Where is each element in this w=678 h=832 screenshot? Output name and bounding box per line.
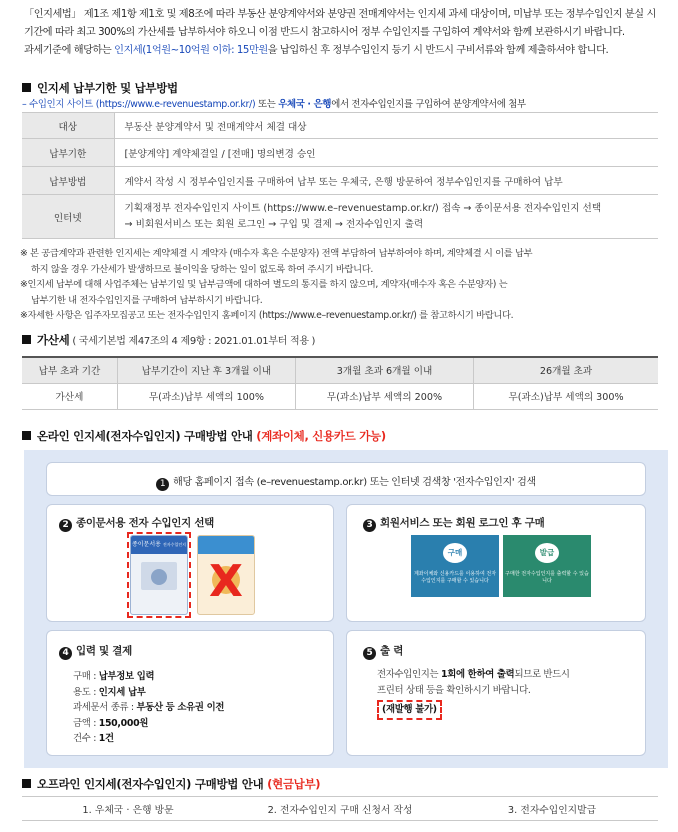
info-row-target <box>22 113 658 139</box>
step-5-card <box>346 630 646 756</box>
step-4-text: 입력 및 결제 <box>76 645 132 657</box>
step-5-title <box>363 643 403 660</box>
offline-step-1: 1. 우체국 · 은행 방문 <box>22 797 234 821</box>
payment-detail-list <box>73 669 224 747</box>
other-stamp-header <box>198 536 254 554</box>
internet-step-line-1: 기획재정부 전자수입인지 사이트 (https://www.e–revenuestamp.or.kr/) 접속 → 종이문서용 전자수입인지 선택 <box>124 202 602 214</box>
detail-amount <box>73 716 224 732</box>
detail-count <box>73 731 224 747</box>
penalty-header-26m: 26개월 초과 <box>474 357 658 383</box>
penalty-row <box>22 383 658 409</box>
offline-step-3: 3. 전자수입인지발급 <box>446 797 658 821</box>
penalty-200: 무(과소)납부 세액의 200% <box>295 383 473 409</box>
step-1-card <box>46 462 646 496</box>
step-5-text: 출 력 <box>380 645 404 657</box>
penalty-100: 무(과소)납부 세액의 100% <box>117 383 295 409</box>
revenue-stamp-link-line <box>22 96 526 110</box>
step-4-card <box>46 630 334 756</box>
no-reissue-warning: (재발행 불가) <box>377 700 442 720</box>
link-connector: 또는 <box>255 99 279 110</box>
detail-purchase-key: 구매 : <box>73 671 99 682</box>
print-line-2: 프린터 상태 등을 확인하시기 바랍니다. <box>377 684 531 696</box>
step-2-card <box>46 504 334 622</box>
info-key-method: 납부방법 <box>22 167 114 195</box>
print-line-1-pre: 전자수입인지는 <box>377 669 441 680</box>
step-4-number-icon: 4 <box>59 647 72 660</box>
step-1-title <box>47 473 645 491</box>
offline-steps-table <box>22 796 658 821</box>
square-bullet-icon <box>22 431 31 440</box>
step-3-number-icon: 3 <box>363 519 376 532</box>
detail-doc-type <box>73 700 224 716</box>
detail-purchase <box>73 669 224 685</box>
print-line-1 <box>377 667 570 683</box>
square-bullet-icon <box>22 83 31 92</box>
section-title-online-text: 온라인 인지세(전자수입인지) 구매방법 안내 <box>37 429 257 443</box>
payment-info-table <box>22 112 658 239</box>
internet-step-line-2: → 비회원서비스 또는 회원 로그인 → 구입 및 결제 → 전자수입인지 출력 <box>124 218 424 230</box>
detail-count-key: 건수 : <box>73 733 99 744</box>
note-1-line-2: 하지 않을 경우 가산세가 발생하므로 불이익을 당하는 일이 없도록 하여 주시기 바랍니다. <box>31 263 373 275</box>
info-row-internet <box>22 195 658 239</box>
intro-highlight: 인지세(1억원~10억원 이하: 15만원 <box>114 45 268 56</box>
info-value-internet <box>114 195 658 239</box>
detail-amount-value: 150,000원 <box>98 717 149 729</box>
intro-line-3-post: 을 납입하신 후 정부수입인지 등기 시 반드시 구비서류와 함께 제출하셔야 합니다. <box>267 45 609 56</box>
issue-tile-text: 구매한 전자수입인지를 출력할 수 있습니다 <box>505 571 589 584</box>
intro-line-3-pre: 과세기준에 해당하는 <box>24 45 115 56</box>
info-row-method <box>22 167 658 195</box>
info-value-deadline: [분양계약] 계약체결일 / [전매] 명의변경 승인 <box>114 139 658 167</box>
section-title-online <box>22 428 386 444</box>
penalty-table <box>22 356 658 410</box>
detail-purchase-value: 납부정보 입력 <box>98 671 155 682</box>
note-1-line-1: ※ 본 공급계약과 관련한 인지세는 계약체결 시 계약자 (매수자 혹은 수분양자) 전액 부담하여 납부하여야 하며, 계약체결 시 이를 납부 <box>20 248 533 259</box>
info-row-deadline <box>22 139 658 167</box>
step-3-card <box>346 504 646 622</box>
online-guide-panel <box>24 450 668 768</box>
note-2-line-1: ※인지세 납부에 대해 사업주체는 납부기일 및 납부금액에 대하여 별도의 통지를 하지 않으며, 계약자(매수자 혹은 수분양자) 는 <box>20 279 508 290</box>
intro-line-2: 기간에 따라 최고 300%의 가산세를 납부하셔야 하오니 이점 반드시 참고하시어 정부 수입인지를 구입하여 계약서와 함께 보관하시기 바랍니다. <box>24 27 625 38</box>
cross-mark-icon: X <box>209 556 243 607</box>
penalty-header-row <box>22 357 658 383</box>
detail-doc-type-key: 과세문서 종류 : <box>73 702 137 713</box>
note-3: ※자세한 사항은 입주자모집공고 또는 전자수입인지 홈페이지 (https://www.e–revenuestamp.or.kr/) 를 참고하시기 바랍니다. <box>20 310 514 321</box>
detail-amount-key: 금액 : <box>73 717 99 729</box>
section-title-payment-text: 인지세 납부기한 및 납부방법 <box>37 81 178 95</box>
note-2-line-2: 납부기한 내 전자수입인지를 구매하여 납부하시기 바랍니다. <box>31 294 263 306</box>
intro-line-3 <box>24 42 664 60</box>
section-title-payment <box>22 80 178 96</box>
selected-highlight-box <box>127 532 191 618</box>
step-1-text: 해당 홈페이지 접속 (e–revenuestamp.or.kr) 또는 인터넷 검색창 '전자수입인지' 검색 <box>173 477 536 488</box>
paper-stamp-label: 종이문서용 <box>131 541 161 548</box>
section-title-offline-text: 오프라인 인지세(전자수입인지) 구매방법 안내 <box>37 777 268 791</box>
revenue-stamp-site-label: – 수입인지 사이트 <box>22 99 94 110</box>
print-once-emphasis: 1회에 한하여 출력 <box>440 669 515 680</box>
step-4-title <box>59 643 132 660</box>
other-stamp-thumbnail <box>197 535 255 615</box>
offline-step-2: 2. 전자수입인지 구매 신청서 작성 <box>234 797 446 821</box>
offline-steps-row <box>22 797 658 821</box>
detail-count-value: 1건 <box>98 733 114 744</box>
section-title-offline <box>22 776 320 792</box>
step-2-text: 종이문서용 전자 수입인지 선택 <box>76 517 215 529</box>
info-value-target: 부동산 분양계약서 및 전매계약서 체결 대상 <box>114 113 658 139</box>
penalty-label: 가산세 <box>22 383 117 409</box>
info-key-deadline: 납부기한 <box>22 139 114 167</box>
detail-purpose <box>73 685 224 701</box>
revenue-stamp-url-link[interactable]: (https://www.e-revenuestamp.or.kr/) <box>93 99 256 110</box>
purchase-badge-icon: 구매 <box>443 543 467 563</box>
purchase-tile-text: 계좌이체와 신용카드를 이용하여 전자수입인지를 구매할 수 있습니다 <box>413 571 497 584</box>
post-office-bank-label: 우체국 · 은행 <box>278 99 332 110</box>
link-suffix: 에서 전자수입인지를 구입하여 분양계약서에 첨부 <box>331 99 526 110</box>
penalty-header-period: 납부 초과 기간 <box>22 357 117 383</box>
step-3-title <box>363 515 544 532</box>
online-payment-options: (계좌이체, 신용카드 가능) <box>256 429 386 443</box>
purchase-tile[interactable] <box>411 535 499 597</box>
penalty-header-6m: 3개월 초과 6개월 이내 <box>295 357 473 383</box>
offline-payment-option: (현금납부) <box>267 777 321 791</box>
detail-purpose-key: 용도 : <box>73 686 99 698</box>
step-2-title <box>59 515 214 532</box>
section-title-penalty-text: 가산세 <box>37 333 70 347</box>
step-3-text: 회원서비스 또는 회원 로그인 후 구매 <box>380 517 545 529</box>
info-key-internet: 인터넷 <box>22 195 114 239</box>
step-5-number-icon: 5 <box>363 647 376 660</box>
info-key-target: 대상 <box>22 113 114 139</box>
print-instructions <box>377 667 570 720</box>
paper-stamp-label-small: 전자수입인지 <box>162 542 187 547</box>
penalty-law-reference: ( 국세기본법 제47조의 4 제9항 : 2021.01.01부터 적용 ) <box>69 336 316 347</box>
step-1-number-icon: 1 <box>156 478 169 491</box>
info-value-method: 계약서 작성 시 정부수입인지를 구매하여 납부 또는 우체국, 은행 방문하여 정부수입인지를 구매하여 납부 <box>114 167 658 195</box>
issue-tile[interactable] <box>503 535 591 597</box>
step-2-number-icon: 2 <box>59 519 72 532</box>
penalty-300: 무(과소)납부 세액의 300% <box>474 383 658 409</box>
intro-paragraph <box>24 6 664 60</box>
print-line-1-post: 되므로 반드시 <box>514 669 570 680</box>
penalty-header-3m: 납부기간이 지난 후 3개월 이내 <box>117 357 295 383</box>
detail-purpose-value: 인지세 납부 <box>98 686 146 698</box>
square-bullet-icon <box>22 335 31 344</box>
section-title-penalty <box>22 332 315 348</box>
detail-doc-type-value: 부동산 등 소유권 이전 <box>136 702 225 713</box>
square-bullet-icon <box>22 779 31 788</box>
issue-badge-icon: 발급 <box>535 543 559 563</box>
notes-block <box>20 246 660 324</box>
intro-line-1: 「인지세법」 제1조 제1항 제1호 및 제8조에 따라 부동산 분양계약서와 분양권 전매계약서는 인지세 과세 대상이며, 미납부 또는 정부수입인지 분실 시 <box>24 9 656 20</box>
